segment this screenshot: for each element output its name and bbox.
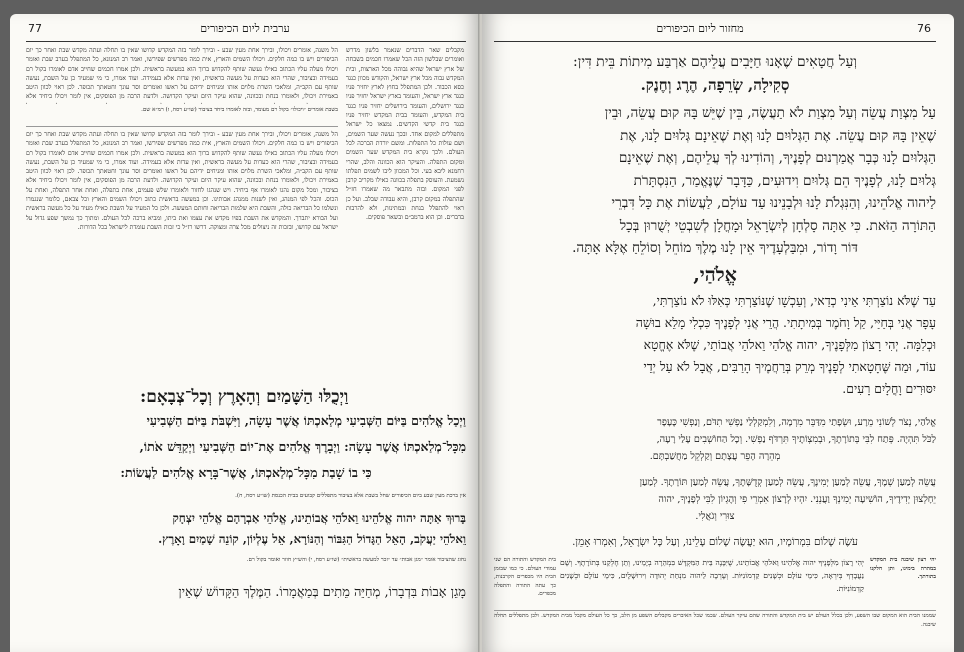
right-bottom-commentary: שממנו הבית הוא המקום שבו השפע, ולכן בכלל העולם יש בית המקדש והתורה שהם עיקר העולם. שכמו שכל האיברים מקבלים השפע מן הלב, כך כל העולם מקבל מבית המקדש. ולכן מתפללים תחלה שיבנה. [494, 613, 936, 628]
blessing-line: וֵאלֹהֵי יַעֲקֹב, הָאֵל הַגָּדוֹל הַגִּבּוֹר וְהַנּוֹרָא, אֵל עֶלְיוֹן, קוֹנֵה שָׁמַיִם וָאָרֶץ. [158, 532, 466, 546]
elohai-line: עַד שֶׁלֹּא נוֹצַרְתִּי אֵינִי כְדַאי, וְעַכְשָׁו שֶׁנּוֹצַרְתִּי כְּאִלּוּ לֹא נוֹצַרְתִּי, [652, 293, 936, 308]
opening-line: וְעַל חֲטָאִים שֶׁאָנוּ חַיָּבִים עֲלֵיהֶם אַרְבַּע מִיתוֹת בֵּית דִּין: [573, 54, 857, 70]
left-bracket-note: בשבת אומרים ״ויכולו״ בקול רם מעומד, ובזה לאומרו ביחד בציבור (שו״ע רסח, ז) רמ״א שם. [141, 107, 338, 113]
vayechulu-heading: וַיְכֻלּוּ הַשָּׁמַיִם וְהָאָרֶץ וְכָל־צְבָאָם: [140, 387, 349, 407]
right-side-gloss: בית המקדש והתורה הם שני עמודי העולם. כי כמו שבזמן הבית היו מכפרים הקרבנות, כך עתה התורה והתפלה מכפרים. [494, 557, 556, 598]
left-header-rule [26, 41, 466, 42]
confession-line: שֶׁאֵין בָּהּ קוּם עֲשֵׂה. אֶת הַגְּלוּיִם לָנוּ וְאֶת שֶׁאֵינָם גְּלוּיִם לָנוּ, אֶת [620, 127, 936, 144]
left-mid-note: אין ברכת מעין שבע ביום הכיפורים שחל בשבת אלא בציבור מתפללים קבועים בבית הכנסת (שו״ע רסח, ח). [235, 493, 466, 499]
aseh-paragraph [494, 474, 936, 530]
netzor-line: אֱלֹהַי, נְצֹר לְשׁוֹנִי מֵרָע, וּשְׂפָתַי מִדַּבֵּר מִרְמָה, וְלִמְקַלְלַי נַפְשִׁי תִדֹּם, וְנַפְשִׁי כֶּעָפָר [657, 417, 936, 428]
elohai-paragraph [494, 290, 936, 408]
elohai-line: עָפָר אֲנִי בְּחַיַּי, קַל וָחֹמֶר בְּמִיתָתִי. הֲרֵי אֲנִי לְפָנֶיךָ כִּכְלִי מָלֵא בוּשָׁה [635, 315, 936, 330]
left-bottom-note: נחוג שהציבור אומר ״מגן אבות״ עד ״זכר למעשה בראשית״ (שו״ע רסח, י) והש״ץ חוזר ואומר בקול רם. [246, 557, 466, 563]
aseh-line: צוּרִי וְגֹאֲלִי. [695, 511, 735, 522]
elohai-line: וּכְלִמָּה. יְהִי רָצוֹן מִלְּפָנֶיךָ, יהוה אֱלֹהַי וֵאלֹהֵי אֲבוֹתַי, שֶׁלֹּא אֶחֱטָא [643, 337, 936, 352]
right-running-head: מחזור ליום הכיפורים [656, 22, 744, 35]
blessing-text [26, 508, 466, 552]
confession-line: לַיהוה אֱלֹהֵינוּ, וְהַנִּגְלֹת לָנוּ וּלְבָנֵינוּ עַד עוֹלָם, לַעֲשׂוֹת אֶת כָּל דִּבְרֵי [611, 195, 936, 211]
vayechulu-text [26, 408, 466, 488]
confession-line: הַתּוֹרָה הַזֹּאת. כִּי אַתָּה סָלְחָן לְיִשְׂרָאֵל וּמָחֳלָן לְשִׁבְטֵי יְשֻׁרוּן בְּכָל [619, 217, 936, 234]
netzor-line: מְהֵרָה הָפֵר עֲצָתָם וְקַלְקֵל מַחֲשַׁבְתָּם. [649, 451, 781, 462]
elohai-line: יִסּוּרִים וָחֳלָיִם רָעִים. [842, 381, 936, 396]
left-commentary-top: הל משנה, אומרים ויכולו, ובירך אחת מעין שבע - ובירך לומר בזה המקדש קדושו שאין בו תחלה ועתה מקדש שבת ואחר כך יום הכיפורים ויש בו כמה חלקים. ויכולו השמים והארץ, אית כמה מפרשים שפירשו, ואמר רב המנונא, כל המתפלל בערב שבת ואומר ויכולו מעלה עליו הכתוב כאילו נעשה שותף להקדוש ברוך הוא במעשה בראשית. ולכן אמרו חכמים שחייב אדם לאומרו בקול רם בעמידה ובציבור, שהרי הוא כעדות על מעשה בראשית, ואין עדות אלא בעמידה. ועוד אמרו, כי מי שמעיד כן על השבת, נעשה שותף עם הקב״ה, ומלאכי השרת מלוים אותו ומניחים ידיהם על ראשו ואומרים וסר עונך וחטאתך תכופר. לכן ראוי לכוון היטב באמירת ויכולו, ולאומרו בנחת ובכוונה, שהוא עיקר היום ועיקר הקדושה. ולדעת הרבה מן הפוסקים, אין לומר ויכולו ביחיד אלא [26, 47, 338, 101]
oseh-shalom-line: עֹשֶׂה שָׁלוֹם בִּמְרוֹמָיו, הוּא יַעֲשֶׂה שָׁלוֹם עָלֵינוּ, וְעַל כָּל יִשְׂרָאֵל, וְאִמְרוּ אָמֵן. [572, 536, 858, 548]
left-page-number: 77 [28, 22, 42, 35]
right-header-rule [494, 41, 936, 42]
left-running-head: ערבית ליום הכיפורים [200, 22, 290, 35]
right-bottom-divider [494, 610, 936, 611]
confession-line: עַל מִצְוַת עֲשֵׂה וְעַל מִצְוַת לֹא תַעֲשֶׂה, בֵּין שֶׁיֵּשׁ בָּהּ קוּם עֲשֵׂה, וּבֵין [604, 105, 936, 121]
elohai-heading: אֱלֹהַי, [693, 264, 737, 286]
yehi-ratzon-label: יהי רצון שיבנה בית המקדש במהרה בימינו, ותן חלקנו בתורתך. [870, 557, 936, 581]
right-page-number: 76 [917, 22, 931, 35]
vayechulu-line: וַיְכַל אֱלֹהִים בַּיּוֹם הַשְּׁבִיעִי מְלַאכְתּוֹ אֲשֶׁר עָשָׂה, וַיִּשְׁבֹּת בַּיּוֹם הַשְּׁבִיעִי [146, 413, 466, 428]
magen-avot-line: מָגֵן אָבוֹת בִּדְבָרוֹ, מְחַיֵּה מֵתִים בְּמַאֲמָרוֹ. הַמֶּלֶךְ הַקָּדוֹשׁ שֶׁאֵין [178, 585, 466, 600]
confession-paragraph [494, 102, 936, 262]
confession-line: הַגְּלוּיִם לָנוּ כְּבָר אֲמַרְנוּם לְפָנֶיךָ, וְהוֹדִינוּ לְךָ עֲלֵיהֶם, וְאֶת שֶׁאֵינָם [618, 150, 936, 166]
aseh-line: יֵחָלְצוּן יְדִידֶיךָ, הוֹשִׁיעָה יְמִינְךָ וַעֲנֵנִי. יִהְיוּ לְרָצוֹן אִמְרֵי פִי וְהֶגְיוֹן לִבִּי לְפָנֶיךָ, יהוה [658, 494, 936, 505]
confession-line: גְּלוּיִם לָנוּ, לְפָנֶיךָ הֵם גְּלוּיִם וִידוּעִים, כַּדָּבָר שֶׁנֶּאֱמַר, הַנִּסְתָּרֹת [633, 172, 936, 189]
elohai-line: עוֹד, וּמַה שֶּׁחָטָאתִי לְפָנֶיךָ מְרֵק בְּרַחֲמֶיךָ הָרַבִּים, אֲבָל לֹא עַל יְדֵי [643, 359, 936, 374]
vayechulu-line: כִּי בוֹ שָׁבַת מִכָּל־מְלַאכְתּוֹ, אֲשֶׁר־בָּרָא אֱלֹהִים לַעֲשׂוֹת: [120, 465, 372, 480]
netzor-paragraph [494, 414, 936, 472]
confession-line: דּוֹר וָדוֹר, וּמִבַּלְעָדֶיךָ אֵין לָנוּ מֶלֶךְ מוֹחֵל וְסוֹלֵחַ אֶלָּא אָתָּה. [572, 240, 858, 256]
blessing-line: בָּרוּךְ אַתָּה יהוה אֱלֹהֵינוּ וֵאלֹהֵי אֲבוֹתֵינוּ, אֱלֹהֵי אַבְרָהָם אֱלֹהֵי יִצְחָק [172, 511, 466, 525]
aseh-line: עֲשֵׂה לְמַעַן שְׁמֶךָ, עֲשֵׂה לְמַעַן יְמִינֶךָ, עֲשֵׂה לְמַעַן קְדֻשָּׁתֶךָ, עֲשֵׂה לְמַעַן תּוֹרָתֶךָ. לְמַעַן [639, 477, 936, 488]
left-commentary-body: הל משנה, אומרים ויכולו, ובירך אחת מעין שבע - ובירך לומר בזה המקדש קדושו שאין בו תחלה ועתה מקדש שבת ואחר כך יום הכיפורים ויש בו כמה חלקים. ויכולו השמים והארץ, אית כמה מפרשים שפירשו, ואמר רב המנונא, כל המתפלל בערב שבת ואומר ויכולו מעלה עליו הכתוב כאילו נעשה שותף להקדוש ברוך הוא במעשה בראשית. ולכן אמרו חכמים שחייב אדם לאומרו בקול רם בעמידה ובציבור, שהרי הוא כעדות על מעשה בראשית, ואין עדות אלא בעמידה. ועוד אמרו, כי מי שמעיד כן על השבת, נעשה שותף עם הקב״ה, ומלאכי השרת מלוים אותו ומניחים ידיהם על ראשו ואומרים וסר עונך וחטאתך תכופר. לכן ראוי לכוון היטב באמירת ויכולו, ולאומרו בנחת ובכוונה, שהוא עיקר היום ועיקר הקדושה. ולדעת הרבה מן הפוסקים, אין לומר ויכולו ביחיד אלא בציבור, ומכל מקום נהגו לאומרו אף ביחיד. ויש שנהגו לחזור ולאומרו שלש פעמים, אחת בתפלה, ואחת אחר התפלה, ואחת על הכוס. והכל לפי המנהג, ואין לשנות ממנהג אבותינו. וכן במעשה בראשית כתוב ויכולו השמים והארץ וכל צבאם, כלומר שנגמרו ונשלמו כל הבריאה כולה, והשבת היא שלמות הבריאה וחותם המעשה. ולכן כל המעיד על השבת כאילו מעיד על כל מעשה בראשית ועל הבורא יתברך. והמקדש את השבת בפיו מקדש את עצמו ואת ביתו, ומביא ברכה לכל העולם. ומתוך כך נמשך שפע גדול על ישראל עם קדושו, ובזכות זה ניצולים מכל צרה ומצוקה. דרשו רז״ל כי זכות השבת עומדת לישראל בכל הדורות. [26, 131, 338, 231]
netzor-line: לַכֹּל תִּהְיֶה. פְּתַח לִבִּי בְּתוֹרָתֶךָ, וּבְמִצְוֹתֶיךָ תִּרְדֹּף נַפְשִׁי. וְכָל הַחוֹשְׁבִים עָלַי רָעָה, [656, 434, 936, 445]
vayechulu-line: מִכָּל־מְלַאכְתּוֹ אֲשֶׁר עָשָׂה: וַיְבָרֶךְ אֱלֹהִים אֶת־יוֹם הַשְּׁבִיעִי וַיְקַדֵּשׁ אֹתוֹ, [139, 439, 466, 454]
left-divider [26, 126, 338, 127]
left-side-commentary: מקבלים שאר הדברים שנאמר בלשון מדרש ואומרים שבלשון הזה הכל שאמרו חכמים בשבחה של ארץ ישראל שהיא גבוהה מכל הארצות, ובית המקדש גבוה מכל ארץ ישראל, והקודש מכוון כנגד כסא הכבוד. ולכן המתפלל בחוץ לארץ יחזיר פניו כנגד ארץ ישראל, והעומד בארץ ישראל יחזיר פניו כנגד ירושלים, והעומד בירושלים יחזיר פניו כנגד בית המקדש, והעומד בבית המקדש יחזיר פניו כנגד בית קדשי הקדשים. נמצאו כל ישראל מתפללים למקום אחד. ובכך נעשה שער השמים, ושם עולות כל התפלות. ומשם יורדת הברכה לכל העולם. ולכך נקרא בית המקדש שער השמים ומקום התפלה. והעיקר הוא הכוונה והלב, שהרי רחמנא ליבא בעי. וכל המכוון ליבו לשמים תפלתו נשמעת. והעוסק בתפלה בכוונה כאילו מקריב קרבן לפני המקום. ובזה מתבאר מה שאמרו חז״ל שהתפלה במקום קרבן, והיא עבודה שבלב. ועל כן ראוי להתפלל בנחת ובמתינות, ולא להרבות בדברים. וכן הוא ברמב״ם ובשאר פוסקים. [346, 47, 464, 222]
yehi-ratzon-text: יְהִי רָצוֹן מִלְּפָנֶיךָ יהוה אֱלֹהֵינוּ וֵאלֹהֵי אֲבוֹתֵינוּ, שֶׁיִּבָּנֶה בֵּית הַמִּקְדָּשׁ בִּמְהֵרָה בְיָמֵינוּ, וְתֵן חֶלְקֵנוּ בְּתוֹרָתֶךָ. וְשָׁם נַעֲבָדְךָ בְּיִרְאָה, כִּימֵי עוֹלָם וּכְשָׁנִים קַדְמוֹנִיּוֹת. וְעָרְבָה לַיהוה מִנְחַת יְהוּדָה וִירוּשָׁלָיִם, כִּימֵי עוֹלָם וּכְשָׁנִים קַדְמוֹנִיּוֹת. [560, 558, 864, 593]
four-deaths: סְקִילָה, שְׂרֵפָה, הֶרֶג וְחֶנֶק. [640, 76, 790, 94]
